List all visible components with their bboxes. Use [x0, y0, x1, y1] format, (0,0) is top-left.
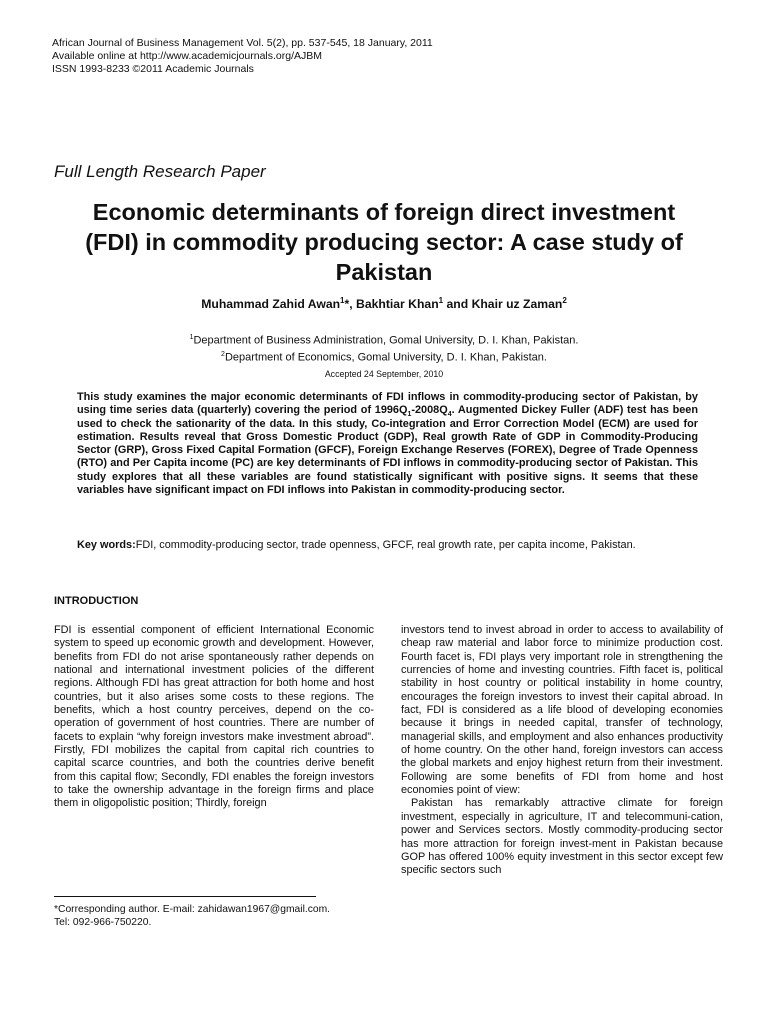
- body-paragraph: Pakistan has remarkably attractive climate for foreign investment, especially in agriculture, IT and telecommuni-cation, power and Services sectors. Mostly commodity-producing sector has more attraction for foreign invest-ment in Pakistan because GOP has offered 100% equity investment in this sector except few specific sectors such: [401, 797, 723, 877]
- footnote: [54, 903, 374, 929]
- article-type: Full Length Research Paper: [54, 162, 266, 181]
- title-line-3: Pakistan: [335, 259, 433, 285]
- corresponding-mark: *: [344, 297, 350, 312]
- author-affiliation-mark: 1: [340, 296, 345, 305]
- affiliation-text: Department of Economics, Gomal University, D. I. Khan, Pakistan.: [224, 351, 547, 364]
- footnote-divider: [54, 896, 316, 897]
- abstract-subscript: 1: [407, 411, 412, 419]
- abstract-text: . Augmented Dickey Fuller (ADF) test has been used to check the sationarity of the data. In this study, Co-integration and Error Correction Model (ECM) are used for estimation. Results reveal that Gross Domestic Product (GDP), Real growth Rate of GDP in Commodity-Producing Sector (GRP), Gross Fixed Capital Formation (GFCF), Foreign Exchange Reserves (FOREX), Degree of Trade Openness (RTO) and Per Capita income (PC) are key determinants of FDI inflows in commodity-producing sector of Pakistan. This study explores that all these variables are found statistically significant with positive signs. It seems that these variables have significant impact on FDI inflows into Pakistan in commodity-producing sector.: [77, 404, 698, 497]
- author-affiliation-mark: 1: [438, 296, 444, 305]
- affiliations: [40, 331, 728, 364]
- author-connector: and: [446, 297, 469, 312]
- abstract: [77, 391, 698, 497]
- abstract-text: -2008Q: [411, 404, 448, 417]
- author-list: Muhammad Zahid Awan$^1$*, Bakhtiar Khan$^1$ and Khair uz Zaman$^2$: [201, 296, 567, 312]
- body-paragraph: FDI is essential component of efficient International Economic system to speed up economic growth and development. However, benefits from FDI do not arise spontaneously rather depends on national and international investment policies of the different regions. Although FDI has great attraction for both home and host countries, but it also arises some costs to these regions. The benefits, which a host country perceives, depend on the co-operation of government of host countries. There are number of facets to explain “why foreign investors make investment abroad”. Firstly, FDI mobilizes the capital from capital rich countries to capital scarce countries, and both the countries derive benefit from this capital flow; Secondly, FDI enables the foreign investors to take the ownership advantage in the foreign firms and place them in oligopolistic position; Thirdly, foreign: [54, 624, 374, 810]
- keywords-text: FDI, commodity-producing sector, trade openness, GFCF, real growth rate, per capita income, Pakistan.: [135, 539, 636, 551]
- affiliation-line: [40, 348, 728, 365]
- affiliation-mark: 1: [189, 334, 194, 341]
- keywords: [77, 539, 698, 552]
- title-line-1: Economic determinants of foreign direct investment: [92, 199, 676, 225]
- affiliation-text: Department of Business Administration, Gomal University, D. I. Khan, Pakistan.: [193, 334, 579, 347]
- title-line-2: (FDI) in commodity producing sector: A case study of: [85, 229, 683, 255]
- footnote-phone: Tel: 092-966-750220.: [54, 917, 152, 928]
- paper-title: [40, 197, 728, 287]
- author-name: Bakhtiar Khan: [356, 297, 439, 312]
- body-column-left: [54, 624, 374, 811]
- abstract-text: This study examines the major economic determinants of FDI inflows in commodity-producing sector of Pakistan, by using time series data (quarterly) covering the period of 1996Q: [77, 391, 698, 417]
- abstract-subscript: 4: [447, 411, 452, 419]
- body-column-right: [401, 624, 723, 878]
- author-affiliation-mark: 2: [562, 296, 567, 305]
- footnote-email: *Corresponding author. E-mail: zahidawan1967@gmail.com.: [54, 904, 331, 915]
- affiliation-mark: 2: [221, 350, 225, 358]
- author-name: Muhammad Zahid Awan: [201, 297, 341, 312]
- accepted-date: Accepted 24 September, 2010: [324, 369, 444, 379]
- journal-url: Available online at http://www.academicjournals.org/AJBM: [52, 50, 323, 62]
- journal-header: [52, 37, 433, 76]
- keywords-label: Key words:: [77, 539, 136, 551]
- section-heading-introduction: INTRODUCTION: [54, 595, 139, 607]
- body-paragraph: investors tend to invest abroad in order to access to availability of cheap raw material and labor force to minimize production cost. Fourth facet is, FDI plays very important role in strengthening the currencies of home and investing countries. Fifth facet is, political stability in host country or political instability in home country, encourages the foreign investors to invest their capital abroad. In fact, FDI is considered as a life blood of developing economies because it brings in needed capital, transfer of technology, managerial skills, and employment and also enhances productivity of home country. On the other hand, foreign investors can access the global markets and enjoy highest return from their investment. Following are some benefits of FDI from home and host economies point of view:: [401, 624, 723, 797]
- journal-citation: African Journal of Business Management Vol. 5(2), pp. 537-545, 18 January, 2011: [52, 37, 433, 49]
- author-name: Khair uz Zaman: [471, 297, 563, 312]
- affiliation-line: [40, 331, 728, 348]
- journal-issn: ISSN 1993-8233 ©2011 Academic Journals: [52, 63, 254, 75]
